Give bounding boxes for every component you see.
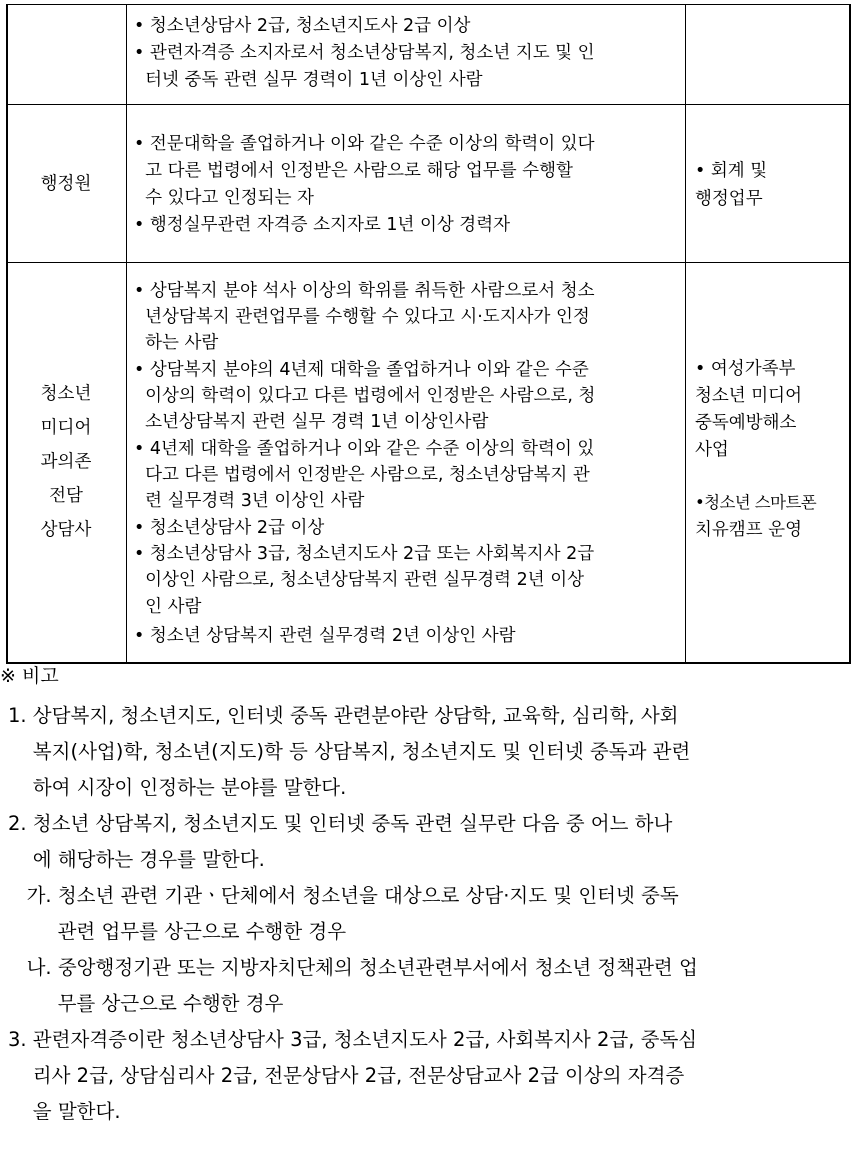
table-divider-1 <box>126 4 127 664</box>
qualification-table <box>6 4 851 664</box>
notes-heading: ※ 비고 <box>0 665 59 687</box>
role-cell: 행정원 <box>40 174 92 194</box>
role-cell: 과의존 <box>40 452 92 472</box>
table-divider-2 <box>685 4 686 664</box>
role-cell: 미디어 <box>40 418 92 438</box>
note-line: 리사 2급, 상담심리사 2급, 전문상담사 2급, 전문상담교사 2급 이상의 자격증 <box>8 1064 685 1087</box>
table-border-bottom <box>6 662 851 664</box>
qualification-text: 수 있다고 인정되는 자 <box>134 188 314 208</box>
note-line: 무를 상근으로 수행한 경우 <box>8 992 284 1015</box>
duty-text: 청소년 미디어 <box>695 386 802 406</box>
qualification-text: 련 실무경력 3년 이상인 사람 <box>134 491 365 511</box>
qualification-text: • 청소년 상담복지 관련 실무경력 2년 이상인 사람 <box>134 626 516 646</box>
qualification-text: 고 다른 법령에서 인정받은 사람으로 해당 업무를 수행할 <box>134 161 573 181</box>
table-border-right <box>849 4 851 664</box>
duty-text: • 회계 및 <box>695 161 768 181</box>
qualification-text: • 관련자격증 소지자로서 청소년상담복지, 청소년 지도 및 인 <box>134 43 595 63</box>
duty-text: 행정업무 <box>695 189 763 209</box>
duty-text: 치유캠프 운영 <box>695 520 802 540</box>
qualification-text: 소년상담복지 관련 실무 경력 1년 이상인사람 <box>134 412 489 432</box>
table-border-left <box>6 4 8 664</box>
row-divider-2 <box>6 262 851 263</box>
note-line: 관련 업무를 상근으로 수행한 경우 <box>8 920 347 943</box>
duty-text: 사업 <box>695 440 729 460</box>
row-divider-1 <box>6 104 851 105</box>
note-line: 복지(사업)학, 청소년(지도)학 등 상담복지, 청소년지도 및 인터넷 중독과 관련 <box>8 740 691 763</box>
note-line: 3. 관련자격증이란 청소년상담사 3급, 청소년지도사 2급, 사회복지사 2급, 중독심 <box>8 1028 698 1051</box>
qualification-text: • 4년제 대학을 졸업하거나 이와 같은 수준 이상의 학력이 있 <box>134 439 595 459</box>
note-line: 1. 상담복지, 청소년지도, 인터넷 중독 관련분야란 상담학, 교육학, 심리학, 사회 <box>8 704 679 727</box>
role-cell: 청소년 <box>40 384 92 404</box>
qualification-text: 다고 다른 법령에서 인정받은 사람으로, 청소년상담복지 관 <box>134 465 590 485</box>
qualification-text: • 청소년상담사 2급, 청소년지도사 2급 이상 <box>134 16 471 36</box>
qualification-text: 터넷 중독 관련 실무 경력이 1년 이상인 사람 <box>134 70 483 90</box>
duty-text: •청소년 스마트폰 <box>695 493 817 512</box>
role-cell: 전담 <box>49 486 83 506</box>
qualification-text: • 전문대학을 졸업하거나 이와 같은 수준 이상의 학력이 있다 <box>134 134 595 154</box>
qualification-text: • 상담복지 분야 석사 이상의 학위를 취득한 사람으로서 청소 <box>134 281 595 301</box>
table-border-top <box>6 4 851 5</box>
qualification-text: 하는 사람 <box>134 333 219 353</box>
qualification-text: 인 사람 <box>134 597 202 617</box>
qualification-text: 이상의 학력이 있다고 다른 법령에서 인정받은 사람으로, 청 <box>134 386 596 406</box>
note-line: 하여 시장이 인정하는 분야를 말한다. <box>8 776 347 799</box>
qualification-text: • 상담복지 분야의 4년제 대학을 졸업하거나 이와 같은 수준 <box>134 360 589 380</box>
note-line: 2. 청소년 상담복지, 청소년지도 및 인터넷 중독 관련 실무란 다음 중 어느 하나 <box>8 812 673 835</box>
qualification-text: • 행정실무관련 자격증 소지자로 1년 이상 경력자 <box>134 215 511 235</box>
duty-text: 중독예방해소 <box>695 413 797 433</box>
note-line: 나. 중앙행정기관 또는 지방자치단체의 청소년관련부서에서 청소년 정책관련 업 <box>8 956 698 979</box>
qualification-text: 년상담복지 관련업무를 수행할 수 있다고 시·도지사가 인정 <box>134 307 590 327</box>
qualification-text: • 청소년상담사 3급, 청소년지도사 2급 또는 사회복지사 2급 <box>134 544 595 564</box>
note-line: 을 말한다. <box>8 1100 121 1123</box>
qualification-text: 이상인 사람으로, 청소년상담복지 관련 실무경력 2년 이상 <box>134 570 585 590</box>
note-line: 가. 청소년 관련 기관ㆍ단체에서 청소년을 대상으로 상담·지도 및 인터넷 중독 <box>8 884 679 907</box>
note-line: 에 해당하는 경우를 말한다. <box>8 848 265 871</box>
qualification-text: • 청소년상담사 2급 이상 <box>134 518 325 538</box>
role-cell: 상담사 <box>40 520 92 540</box>
duty-text: • 여성가족부 <box>695 359 796 379</box>
